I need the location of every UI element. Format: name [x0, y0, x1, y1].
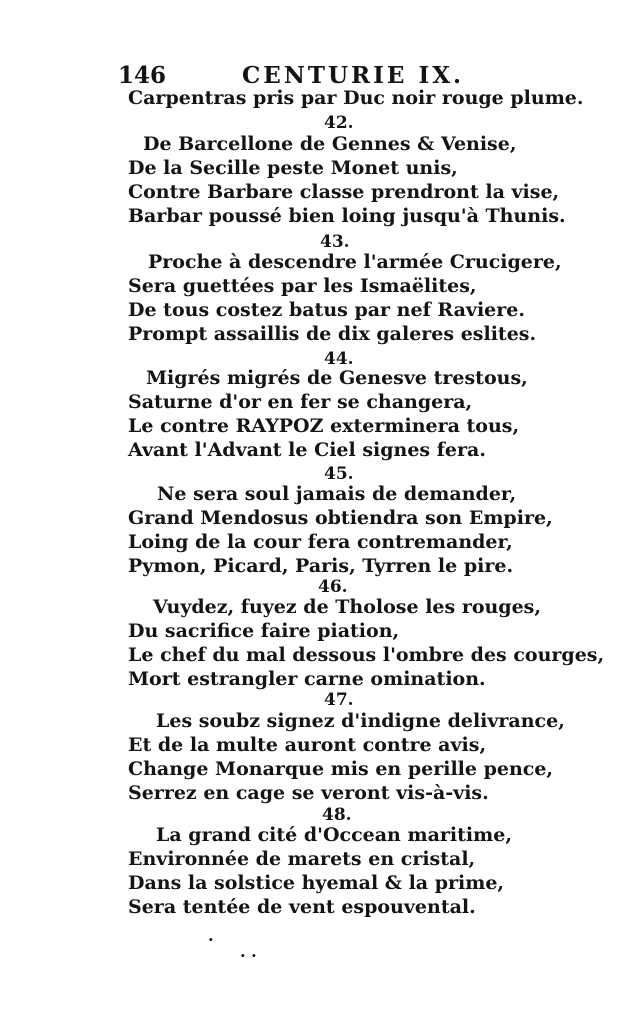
- quatrain-number: 48.: [322, 805, 352, 825]
- running-title: CENTURIE IX.: [242, 62, 465, 89]
- verse-line: Avant l'Advant le Ciel signes fera.: [128, 439, 486, 461]
- verse-line: Migrés migrés de Genesve trestous,: [146, 367, 528, 389]
- quatrain-number: 47.: [324, 690, 354, 710]
- verse-line: Saturne d'or en fer se changera,: [128, 391, 473, 413]
- verse-line: La grand cité d'Occean maritime,: [156, 824, 512, 846]
- page-header: [118, 62, 518, 88]
- verse-line: Proche à descendre l'armée Crucigere,: [148, 251, 562, 273]
- quatrain-number: 43.: [320, 232, 350, 252]
- verse-line: Contre Barbare classe prendront la vise,: [128, 181, 560, 203]
- verse-line: Le contre RAYPOZ exterminera tous,: [128, 415, 520, 437]
- quatrain-number: 45.: [324, 464, 354, 484]
- verse-line: Les soubz signez d'indigne delivrance,: [156, 710, 565, 732]
- verse-line: Et de la multe auront contre avis,: [128, 734, 487, 756]
- verse-line: Sera guettées par les Ismaëlites,: [128, 275, 477, 297]
- ink-speck: ·: [208, 930, 214, 949]
- verse-line: Ne sera soul jamais de demander,: [157, 483, 517, 505]
- verse-line: Le chef du mal dessous l'ombre des courges,: [128, 644, 605, 666]
- quatrain-number: 42.: [324, 113, 354, 133]
- verse-line: Serrez en cage se veront vis-à-vis.: [128, 782, 489, 804]
- verse-line: De la Secille peste Monet unis,: [128, 157, 458, 179]
- verse-line: Prompt assaillis de dix galeres eslites.: [128, 323, 537, 345]
- verse-line: Grand Mendosus obtiendra son Empire,: [128, 507, 553, 529]
- verse-line: Sera tentée de vent espouvental.: [128, 896, 476, 918]
- carryover-verse-line: Carpentras pris par Duc noir rouge plume.: [128, 87, 584, 109]
- page-number: 146: [118, 62, 167, 89]
- quatrain-number: 44.: [324, 349, 354, 369]
- verse-line: Environnée de marets en cristal,: [128, 848, 476, 870]
- verse-line: Barbar poussé bien loing jusqu'à Thunis.: [128, 205, 566, 227]
- verse-line: Du sacrifice faire piation,: [128, 620, 400, 642]
- verse-line: De Barcellone de Gennes & Venise,: [143, 133, 517, 155]
- verse-line: Change Monarque mis en perille pence,: [128, 758, 554, 780]
- verse-line: Pymon, Picard, Paris, Tyrren le pire.: [128, 555, 514, 577]
- verse-line: Dans la solstice hyemal & la prime,: [128, 872, 505, 894]
- verse-line: Vuydez, fuyez de Tholose les rouges,: [153, 596, 541, 618]
- quatrain-number: 46.: [318, 577, 348, 597]
- verse-line: Mort estrangler carne omination.: [128, 668, 486, 690]
- verse-line: De tous costez batus par nef Raviere.: [128, 299, 525, 321]
- ink-speck: · ·: [240, 946, 257, 965]
- verse-line: Loing de la cour fera contremander,: [128, 531, 513, 553]
